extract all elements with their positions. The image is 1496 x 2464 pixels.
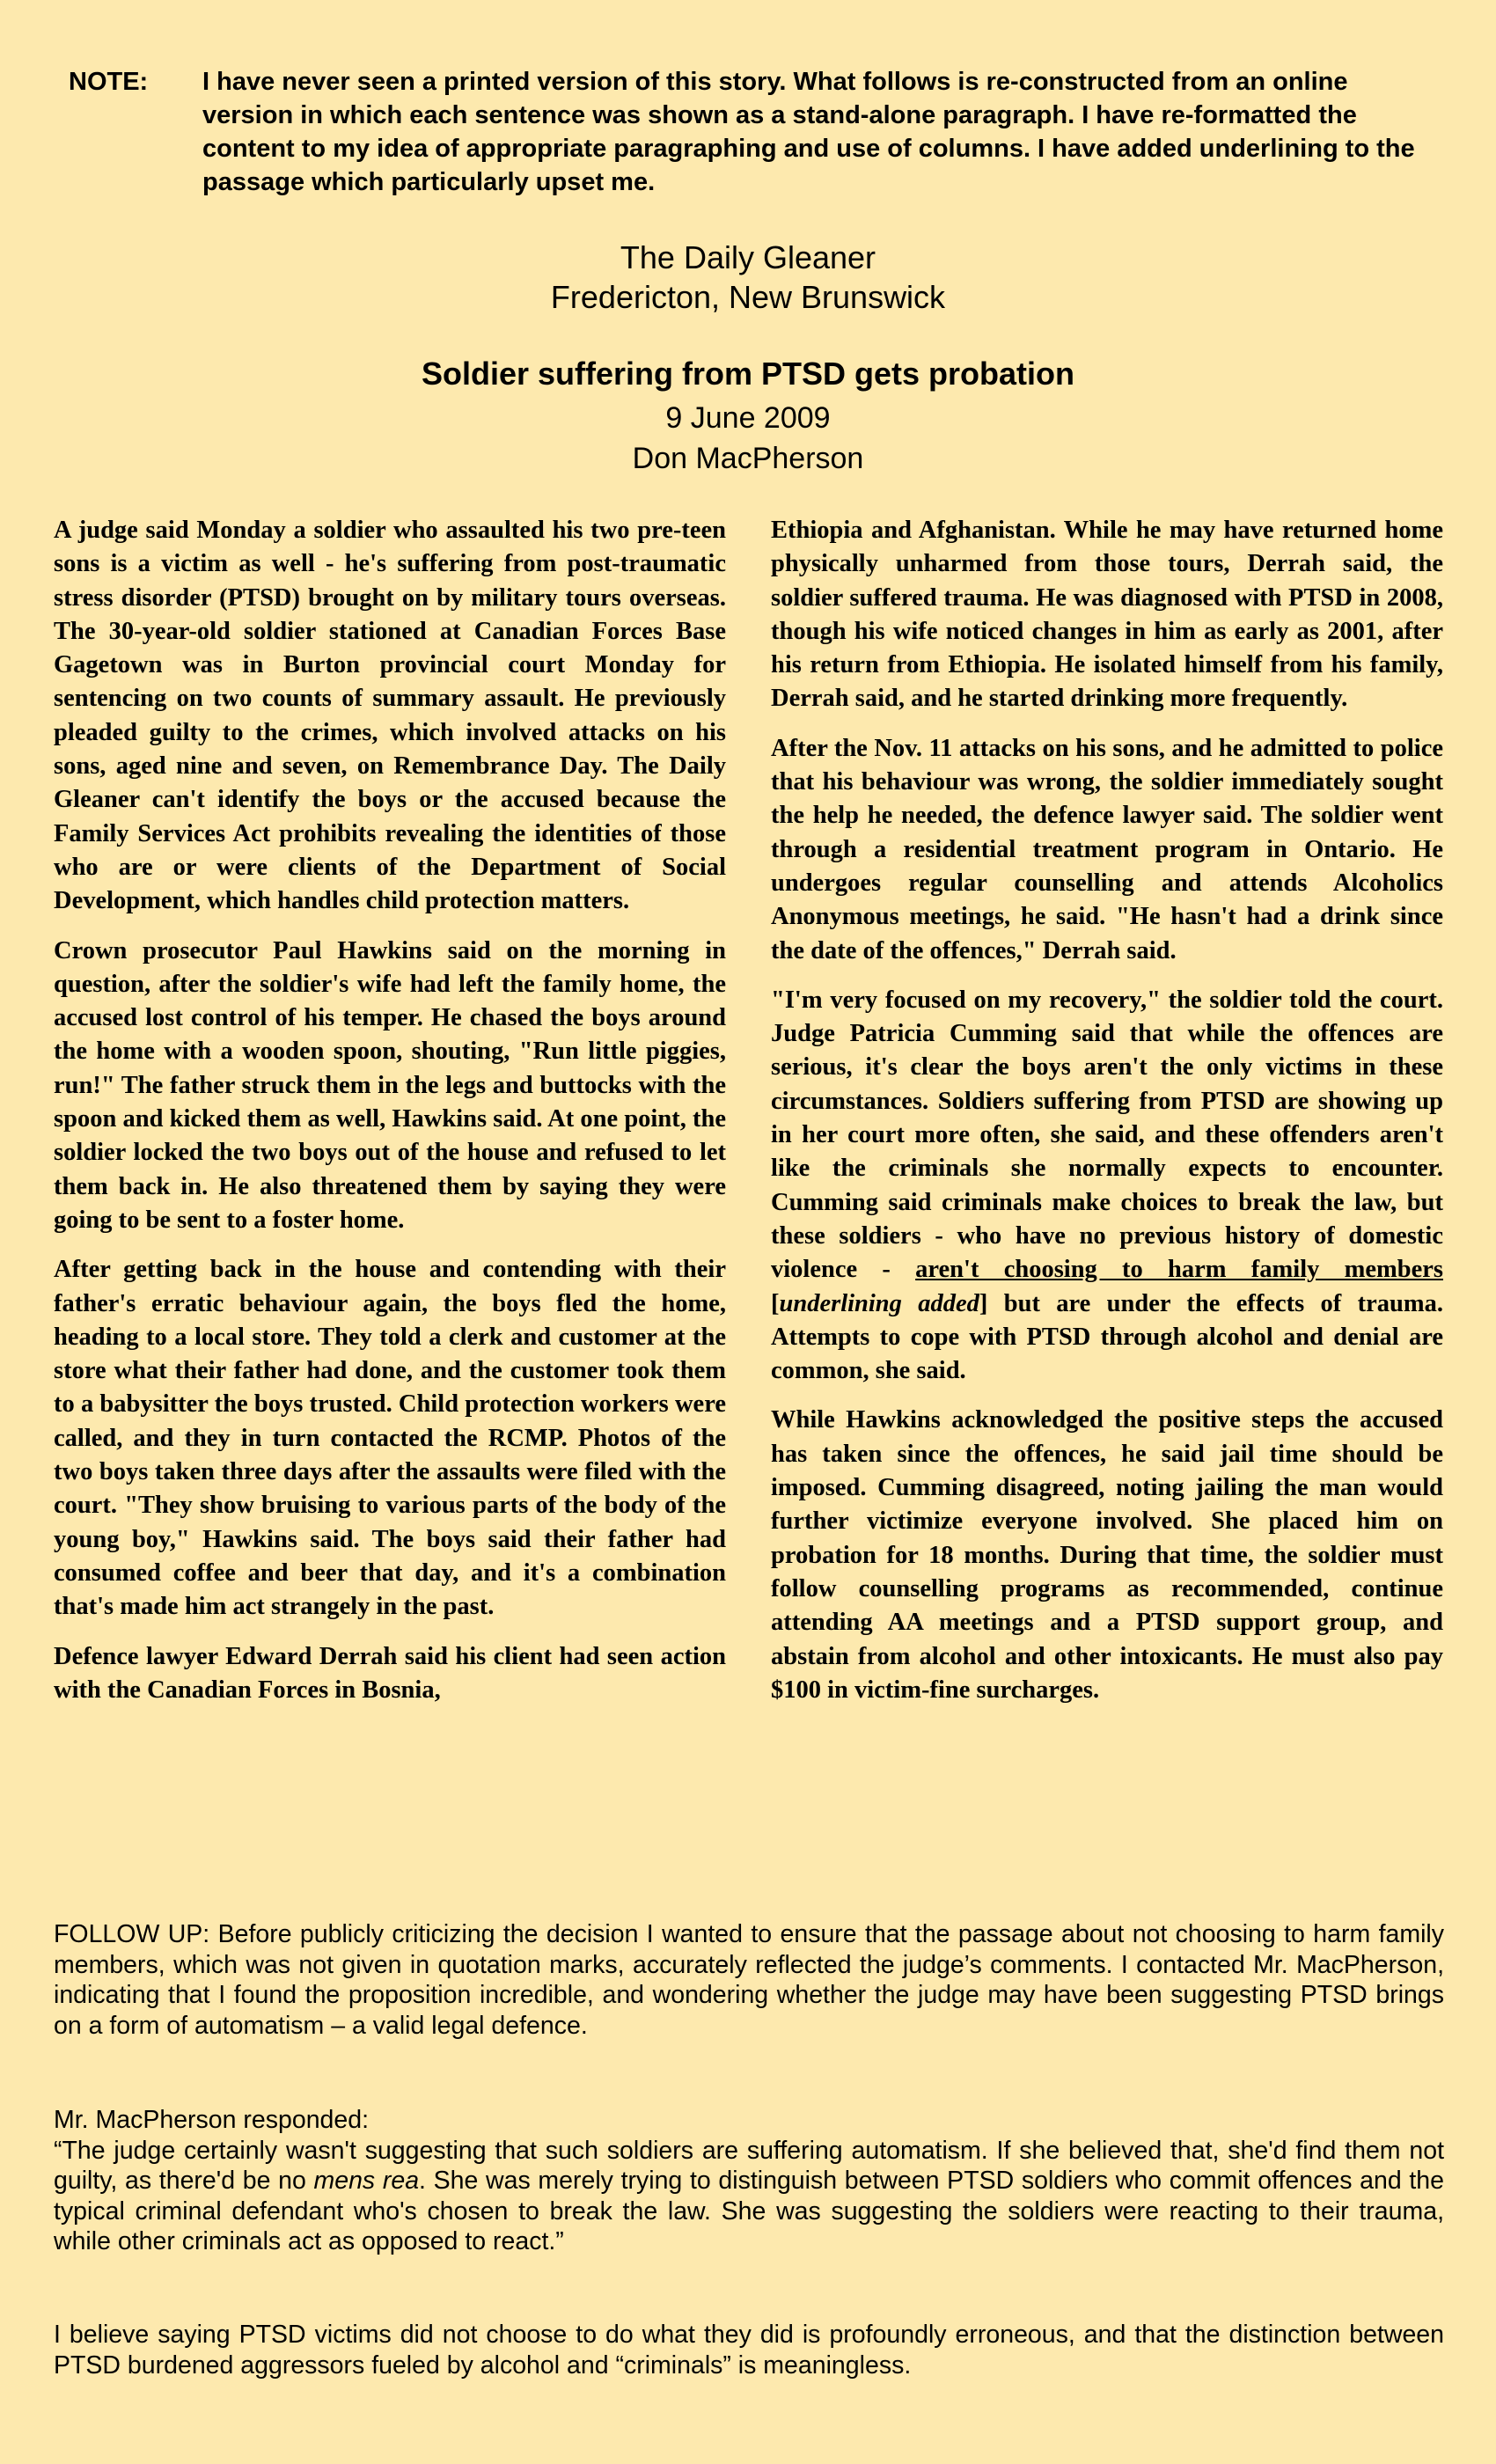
recovery-text-before: "I'm very focused on my recovery," the soldier told the court. Judge Patricia Cumming said that while the offences are serious, it's clear the boys aren't the only victims in these circumstances. Soldiers suffering from PTSD are showing up in her court more often, she said, and these offenders aren't like the criminals she normally expects to encounter. Cumming said criminals make choices to break the law, but these soldiers - who have no previous history of domestic violence - — [771, 986, 1443, 1284]
bracket-close: ] — [979, 1289, 988, 1317]
note-text: I have never seen a printed version of this story. What follows is re-constructed from an online version in which each sentence was shown as a stand-alone paragraph. I have re-formatted the content to my idea of appropriate paragraphing and use of columns. I have added underlining to the passage which particularly upset me. — [202, 68, 1415, 196]
quote-text-before: “The judge certainly wasn't suggesting that such soldiers are suffering automatism. If she believed that, she'd find them not guilty, as there'd be no — [54, 2136, 1444, 2195]
note-label: NOTE: — [69, 68, 149, 96]
article-paragraph: Crown prosecutor Paul Hawkins said on the morning in question, after the soldier's wife had left the family home, the accused lost control of his temper. He chased the boys around the home with a wooden spoon, shouting, "Run little piggies, run!" The father struck them in the legs and buttocks with the spoon and kicked them as well, Hawkins said. At one point, the soldier locked the two boys out of the house and refused to let them back in. He also threatened them by saying they were going to be sent to a foster home. — [54, 936, 726, 1234]
article-paragraph: A judge said Monday a soldier who assaulted his two pre-teen sons is a victim as well - he's suffering from post-traumatic stress disorder (PTSD) brought on by military tours overseas. The 30-year-old soldier stationed at Canadian Forces Base Gagetown was in Burton provincial court Monday for sentencing on two counts of summary assault. He previously pleaded guilty to the crimes, which involved attacks on his sons, aged nine and seven, on Remembrance Day. The Daily Gleaner can't identify the boys or the accused because the Family Services Act prohibits revealing the identities of those who are or were clients of the Department of Social Development, which handles child protection matters. — [54, 517, 726, 915]
article-paragraph: After the Nov. 11 attacks on his sons, and he admitted to police that his behaviour was wrong, the soldier immediately sought the help he needed, the defence lawyer said. The soldier went through a residential treatment program in Ontario. He undergoes regular counselling and attends Alcoholics Anonymous meetings, he said. "He hasn't had a drink since the date of the offences," Derrah said. — [771, 734, 1443, 964]
article-paragraph: Defence lawyer Edward Derrah said his client had seen action with the Canadian Forces in Bosnia, — [54, 1642, 726, 1704]
masthead — [0, 238, 1496, 317]
article-paragraph-recovery — [771, 984, 1443, 1389]
article-paragraph: Ethiopia and Afghanistan. While he may have returned home physically unharmed from those tours, Derrah said, the soldier suffered trauma. He was diagnosed with PTSD in 2008, though his wife noticed changes in him as early as 2001, after his return from Ethiopia. He isolated himself from his family, Derrah said, and he started drinking more frequently. — [771, 517, 1443, 713]
mens-rea-term: mens rea — [313, 2167, 420, 2195]
quote-text-after: . She was merely trying to distinguish between PTSD soldiers who commit offences and the typical criminal defendant who's chosen to break the law. She was suggesting the soldiers were reacting to their trauma, while other criminals act as opposed to react.” — [54, 2167, 1444, 2255]
follow-up-text: FOLLOW UP: Before publicly criticizing the decision I wanted to ensure that the passage about not choosing to harm family members, which was not given in quotation marks, accurately reflected the judge’s comments. I contacted Mr. MacPherson, indicating that I found the proposition incredible, and wondering whether the judge may have been suggesting PTSD brings on a form of automatism – a valid legal defence. — [54, 1920, 1444, 2040]
response-section — [54, 2105, 1444, 2257]
article-author: Don MacPherson — [632, 442, 864, 475]
bracket-open: [ — [771, 1289, 780, 1317]
response-quote — [54, 2136, 1444, 2257]
article-date: 9 June 2009 — [665, 401, 831, 435]
article-paragraph: While Hawkins acknowledged the positive steps the accused has taken since the offences, he said jail time should be imposed. Cumming disagreed, noting jailing the man would further victimize everyone involved. She placed him on probation for 18 months. During that time, the soldier must follow counselling programs as recommended, continue attending AA meetings and a PTSD support group, and abstain from alcohol and other intoxicants. He must also pay $100 in victim-fine surcharges. — [771, 1406, 1443, 1704]
article-column-right — [771, 514, 1443, 1723]
article-column-left — [54, 514, 726, 1723]
article-paragraph: After getting back in the house and contending with their father's erratic behaviour again, the boys fled the home, heading to a local store. They told a clerk and customer at the store what their father had done, and the customer took them to a babysitter the boys trusted. Child protection workers were called, and they in turn contacted the RCMP. Photos of the two boys taken three days after the assaults were filed with the court. "They show bruising to various parts of the body of the young boy," Hawkins said. The boys said their father had consumed coffee and beer that day, and it's a combination that's made him act strangely in the past. — [54, 1256, 726, 1621]
newspaper-location: Fredericton, New Brunswick — [550, 279, 946, 315]
newspaper-name: The Daily Gleaner — [620, 239, 876, 275]
article-dateline — [0, 398, 1496, 479]
underlined-passage: aren't choosing to harm family members — [915, 1256, 1443, 1284]
response-intro: Mr. MacPherson responded: — [54, 2106, 370, 2134]
underlining-added-note: underlining added — [779, 1289, 979, 1317]
recovery-text-after: but are under the effects of trauma. Attempts to cope with PTSD through alcohol and denial are common, she said. — [771, 1289, 1444, 1385]
article-headline: Soldier suffering from PTSD gets probation — [421, 356, 1075, 392]
conclusion-text: I believe saying PTSD victims did not choose to do what they did is profoundly erroneous, and that the distinction between PTSD burdened aggressors fueled by alcohol and “criminals” is meaningless. — [54, 2321, 1444, 2380]
